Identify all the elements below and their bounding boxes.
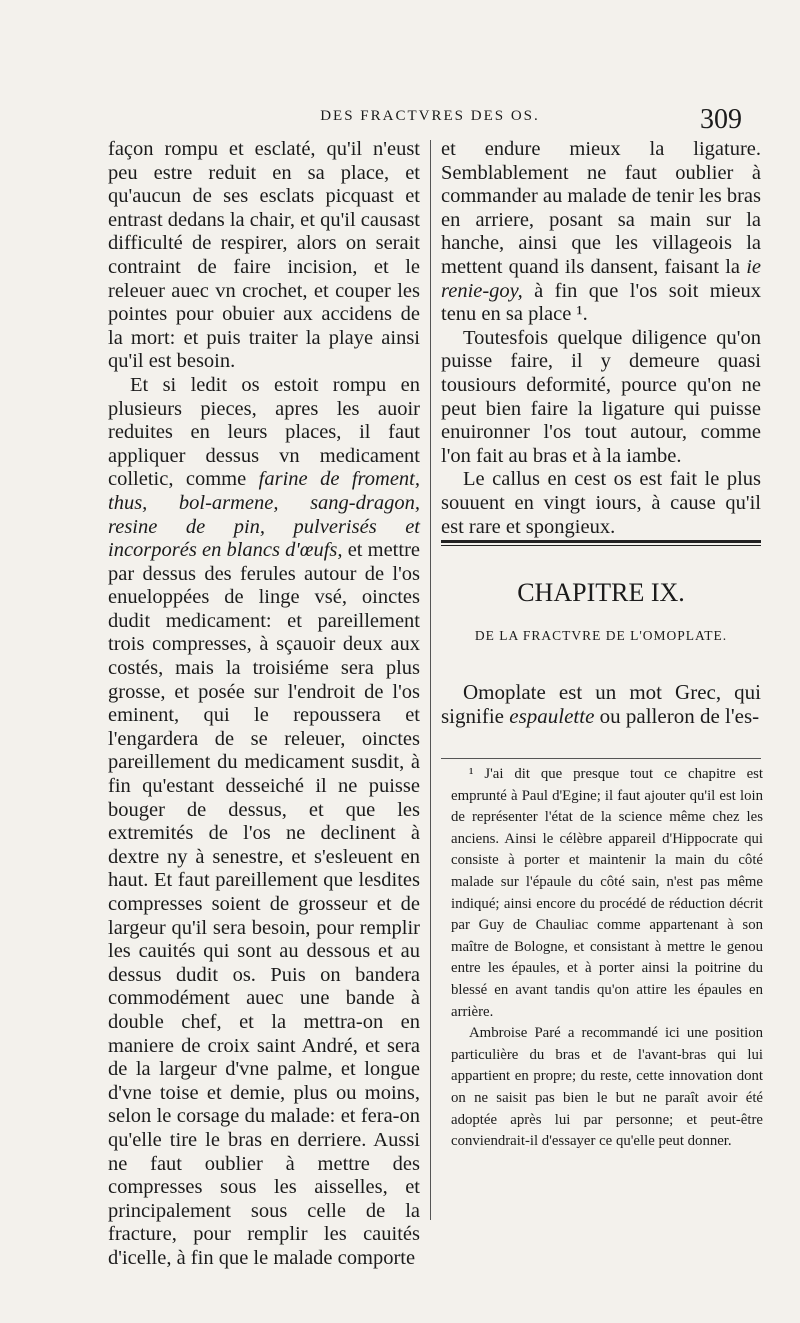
left-p2-text-a: Et si ledit os estoit rompu en plusieurs pieces, apres les auoir reduites en leurs places, il faut appliquer dessus vn medicament colletic, comme bbox=[108, 373, 420, 491]
left-paragraph-1: façon rompu et esclaté, qu'il n'eust peu estre reduit en sa place, et qu'aucun de ses esclats picquast et entrast dedans la chair, et qu'il causast difficulté de respirer, alors on serait contraint de faire incision, et le releuer auec vn crochet, et couper les pointes pour obuier aux accidens de la mort: et puis traiter la playe ainsi qu'il est besoin. bbox=[108, 138, 420, 373]
left-column bbox=[108, 138, 420, 1271]
right-p1-text-b: à fin que l'os soit mieux tenu en sa place ¹. bbox=[441, 279, 762, 326]
right-paragraph-2: Toutesfois quelque diligence qu'on puisse faire, il y demeure quasi tousiours deformité, pource qu'on ne peut bien faire la ligature qui puisse enuironner l'os tout autour, comme l'on fait au bras et à la iambe. bbox=[441, 326, 761, 467]
chapter-separator bbox=[441, 540, 761, 546]
left-p2-text-b: et mettre par dessus des ferules autour de l'os enueloppées de linge vsé, oinctes dudit medicament: et pareillement trois compresses, à sçauoir deux aux costés, mais la troisiéme sera plus grosse, et posée sur l'endroit de l'os eminent, qui le repoussera et l'engardera de se releuer, oinctes pareillement du medicament susdit, à fin qu'estant desseiché il ne puisse bouger de dessus, et que les extremités de l'os ne declinent à dextre ny à senestre, et s'esleuent en haut. Et faut pareillement que lesdites compresses soient de grosseur et de largeur qu'il sera besoin, pour remplir les cauités qui sont au dessous et au dessus dudit os. Puis on bandera commodément auec une bande à double chef, et la mettra-on en maniere de croix saint André, et sera de la largeur d'vne palme, et longue d'vne toise et demie, plus ou moins, selon le corsage du malade: et fera-on qu'elle tire le bras en derriere. Aussi ne faut oublier à mettre des compresses sous les aisselles, et principalement sous celle de la fracture, pour remplir les cauités d'icelle, à fin que le malade comporte bbox=[108, 539, 420, 1269]
chapter-opening bbox=[441, 680, 761, 728]
chapter-opening-paragraph bbox=[441, 680, 761, 728]
chapter-text-a: Omoplate est un mot Grec, qui signifie bbox=[441, 680, 761, 728]
left-p2-italic: farine de froment, thus, bol-armene, sang-dragon, resine de pin, pulverisés et incorporés en blancs d'œufs, bbox=[108, 468, 420, 562]
chapter-title: CHAPITRE IX. bbox=[517, 578, 685, 607]
right-paragraph-1 bbox=[441, 138, 761, 327]
footnote-paragraph-2: Ambroise Paré a recommandé ici une position particulière du bras et de l'avant-bras qui lui appartient en propre; du reste, cette innovation dont on ne saisit pas bien le but ne paraît avoir été adoptée après lui par personne; et peut-être conviendrait-il d'essayer ce qu'elle peut donner. bbox=[451, 1025, 763, 1150]
right-paragraph-3: Le callus en cest os est fait le plus souuent en vingt iours, à cause qu'il est rare et spongieux. bbox=[441, 468, 761, 538]
footnote-paragraph-1: ¹ J'ai dit que presque tout ce chapitre est emprunté à Paul d'Egine; il faut ajouter qu'il est loin de représenter l'état de la science même chez les anciens. Ainsi le célèbre appareil d'Hippocrate qui consiste à porter et maintenir la main du côté malade sur l'épaule du côté sain, n'est pas même indiqué; ainsi encore du procédé de réduction décrit par Guy de Chauliac comme appartenant à son maître de Bologne, et consistant à mettre le genou entre les épaules, et à porter ainsi la poitrine du blessé en avant tandis qu'on attire les épaules en arrière. bbox=[451, 766, 763, 1020]
column-divider bbox=[430, 140, 431, 1220]
right-column bbox=[441, 138, 761, 539]
footnote bbox=[451, 764, 763, 1153]
right-p1-text-a: et endure mieux la ligature. Semblablement ne faut oublier à commander au malade de tenir les bras en arriere, posant sa main sur la hanche, ainsi que les villageois la mettent quand ils dansent, faisant la bbox=[441, 138, 761, 278]
left-paragraph-2 bbox=[108, 374, 420, 1271]
running-title: DES FRACTVRES DES OS. bbox=[320, 108, 540, 124]
chapter-text-b: ou palleron de l'es- bbox=[599, 704, 760, 728]
right-p1-italic: ie renie-goy, bbox=[441, 255, 762, 302]
chapter-subtitle: DE LA FRACTVRE DE L'OMOPLATE. bbox=[474, 628, 728, 643]
page-number: 309 bbox=[700, 104, 742, 135]
chapter-text-italic: espaulette bbox=[509, 704, 595, 728]
footnote-rule bbox=[441, 758, 761, 759]
